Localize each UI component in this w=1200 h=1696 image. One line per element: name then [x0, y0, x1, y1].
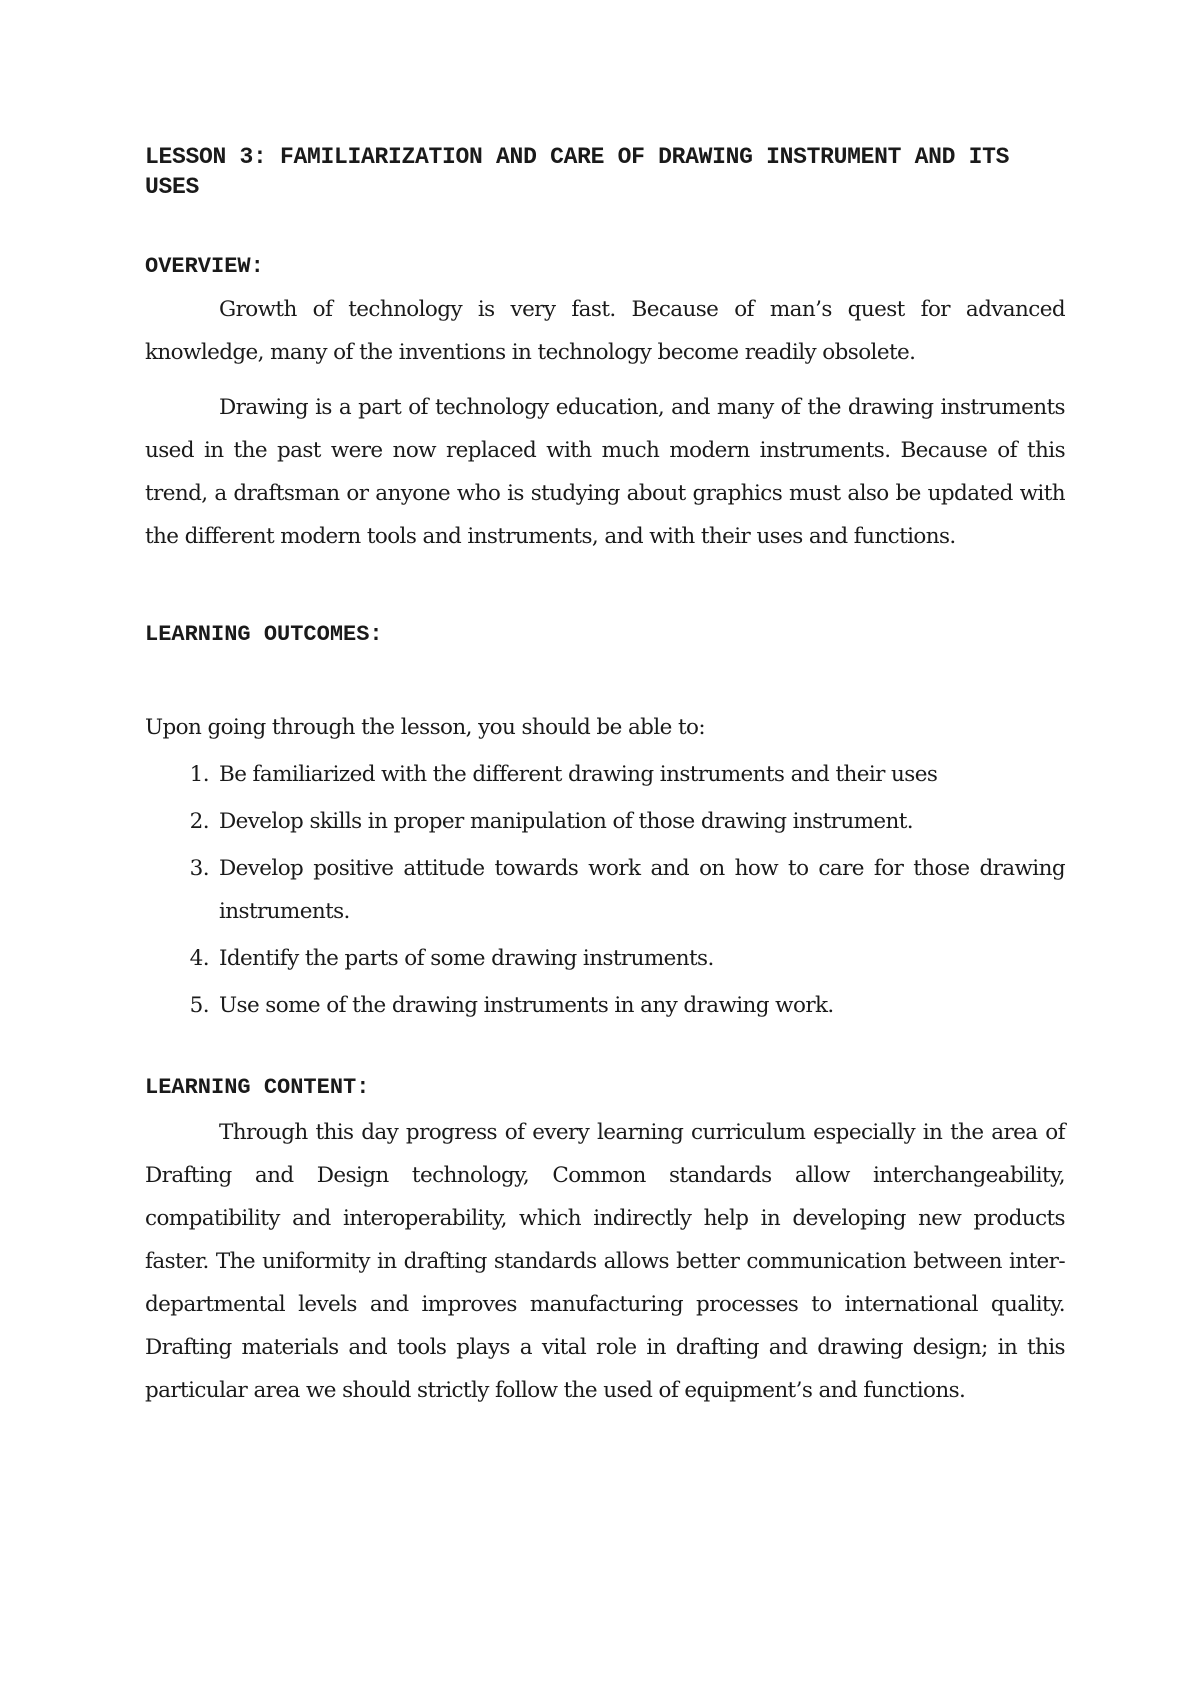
lesson-title: LESSON 3: FAMILIARIZATION AND CARE OF DRAWING INSTRUMENT AND ITS USES [145, 144, 1010, 200]
learning-outcomes-intro: Upon going through the lesson, you should be able to: [145, 715, 705, 740]
list-item-text: Develop positive attitude towards work and on how to care for those drawing instruments. [219, 856, 1065, 924]
overview-heading: OVERVIEW: [145, 254, 264, 279]
list-item [145, 800, 1065, 843]
learning-content-paragraph: Through this day progress of every learning curriculum especially in the area of Drafting and Design technology, Common standards allow interchangeability, compatibility and interoperability, which indirectly help in developing new products faster. The uniformity in drafting standards allows better communication between inter-departmental levels and improves manufacturing processes to international quality. Drafting materials and tools plays a vital role in drafting and drawing design; in this particular area we should strictly follow the used of equipment’s and functions. [145, 1120, 1065, 1403]
learning-content-heading: LEARNING CONTENT: [145, 1075, 370, 1100]
list-item-number: 4. [189, 946, 209, 971]
list-item [145, 937, 1065, 980]
list-item [145, 753, 1065, 796]
list-item-text: Develop skills in proper manipulation of those drawing instrument. [219, 809, 914, 834]
learning-outcomes-list [145, 753, 1065, 1027]
list-item-text: Use some of the drawing instruments in any drawing work. [219, 993, 834, 1018]
list-item-number: 3. [189, 856, 209, 881]
list-item-text: Identify the parts of some drawing instruments. [219, 946, 714, 971]
overview-paragraph: Growth of technology is very fast. Because of man’s quest for advanced knowledge, many of the inventions in technology become readily obsolete. [145, 297, 1065, 365]
list-item-text: Be familiarized with the different drawing instruments and their uses [219, 762, 938, 787]
learning-outcomes-heading: LEARNING OUTCOMES: [145, 622, 383, 647]
list-item [145, 847, 1065, 933]
list-item [145, 984, 1065, 1027]
list-item-number: 5. [189, 993, 209, 1018]
list-item-number: 2. [189, 809, 209, 834]
document-body [145, 142, 1065, 1412]
list-item-number: 1. [189, 762, 209, 787]
overview-paragraph: Drawing is a part of technology education, and many of the drawing instruments used in the past were now replaced with much modern instruments. Because of this trend, a draftsman or anyone who is studying about graphics must also be updated with the different modern tools and instruments, and with their uses and functions. [145, 395, 1065, 549]
